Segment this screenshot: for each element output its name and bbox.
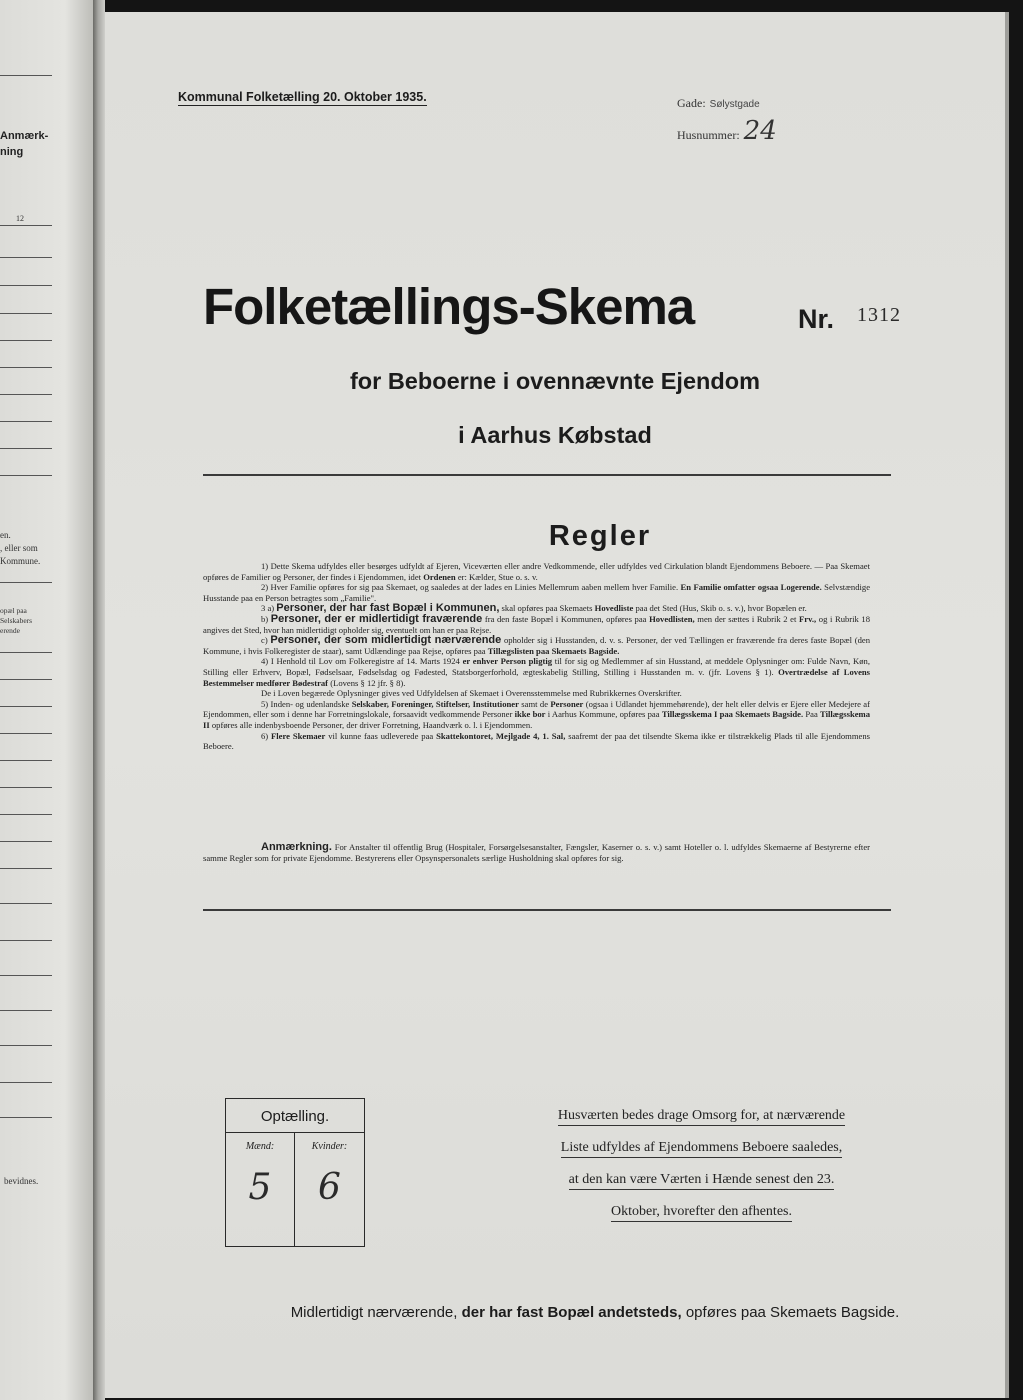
footer-text: opføres paa Skemaets Bagside.: [685, 1304, 900, 1321]
remark-heading: Anmærkning.: [261, 841, 332, 853]
remark-text: For Anstalter til offentlig Brug (Hospitaler, Forsørgelsesanstalter, Fængsler, Kaserner o. s. v.) samt Hoteller o. l. udfyldes Skemaerne af Bestyrerne efter samme Regler som for private Ejendomme. Bestyrerens eller Opsynspersonalets særlige Husholdning skal opføres for sig.: [203, 842, 870, 863]
count-box-title: Optælling.: [226, 1099, 364, 1133]
men-label: Mænd:: [245, 1141, 275, 1152]
ruled-line: [0, 1010, 52, 1011]
ruled-line: [0, 582, 52, 583]
ruled-line: [0, 679, 52, 680]
ruled-line: [0, 1082, 52, 1083]
landlord-instructions: [529, 1100, 874, 1228]
women-count: 6: [318, 1167, 341, 1208]
ruled-line: [0, 814, 52, 815]
rule-3a: 3 a) Personer, der har fast Bopæl i Kommunen, skal opføres paa Skemaets Hovedliste paa det Sted (Hus, Skib o. s. v.), hvor Bopælen er.: [261, 602, 807, 615]
landlord-line: Husværten bedes drage Omsorg for, at nærværende: [558, 1107, 845, 1126]
ruled-line: [0, 787, 52, 788]
text-fragment: en. , eller som Kommune.: [0, 530, 41, 566]
remark-note: [203, 842, 870, 864]
ruled-line: [0, 940, 52, 941]
census-title: Kommunal Folketælling 20. Oktober 1935.: [178, 90, 427, 104]
subtitle-residents: for Beboerne i ovennævnte Ejendom: [349, 368, 760, 394]
ruled-line: [0, 394, 52, 395]
divider: [203, 909, 891, 911]
census-form-page: [105, 12, 1005, 1398]
landlord-line: Oktober, hvorefter den afhentes.: [611, 1203, 792, 1222]
ruled-line: [0, 448, 52, 449]
ruled-line: [0, 257, 52, 258]
ruled-line: [0, 367, 52, 368]
rule-3b: b) Personer, der er midlertidigt fraværende fra den faste Bopæl i Kommunen, opføres paa Hovedlisten, men der sættes i Rubrik 2 et Frv., og i Rubrik 18 angives det Sted, hvor han midlertidigt opholder sig, eventuelt om han er paa Rejse.: [203, 612, 871, 635]
street-label: Gade:: [677, 96, 706, 110]
rules-heading: Regler: [548, 520, 652, 552]
rule-4: 4) I Henhold til Lov om Folkeregistre af 14. Marts 1924 er enhver Person pligtig til for sig og Medlemmer af sin Husstand, at meddele Oplysninger om: Fulde Navn, Køn, Stilling eller Erhverv, Bopæl, Fødselsaar, Fødselsdag og Fødested, Statsborgerforhold, ægteskabelig Stilling, Stilling i Husstanden m. v. (jfr. Lovens § 1). Overtrædelse af Lovens Bestemmelser medfører Bødestraf (Lovens § 12 jfr. § 8).: [203, 656, 871, 688]
previous-page-strip: [0, 0, 93, 1400]
divider: [203, 474, 891, 476]
remarks-heading: Anmærk- ning: [0, 130, 49, 158]
street-field: [677, 94, 760, 112]
house-number-label: Husnummer:: [677, 128, 740, 142]
form-number-value: 1312: [857, 304, 901, 326]
form-number-label: Nr.: [798, 304, 835, 334]
men-column: [226, 1133, 295, 1246]
rule-4b: De i Loven begærede Oplysninger gives ved Udfyldelsen af Skemaet i Overensstemmelse med Rubrikkernes Overskrifter.: [261, 688, 682, 699]
men-count: 5: [248, 1167, 272, 1208]
ruled-line: [0, 841, 52, 842]
footer-bold-text: der har fast Bopæl andetsteds,: [461, 1304, 682, 1321]
book-gutter: [93, 0, 105, 1400]
count-box: [225, 1098, 365, 1247]
rule-3c: c) Personer, der som midlertidigt nærværende opholder sig i Husstanden, d. v. s. Personer, der ved Tællingen er fraværende fra deres faste Bopæl (den Kommune, i hvis Folkeregister de staar), samt Udlændinge paa Rejse, opføres paa Tillægslisten paa Skemaets Bagside.: [203, 634, 870, 656]
rule-6: 6) Flere Skemaer vil kunne faas udleverede paa Skattekontoret, Mejlgade 4, 1. Sal, saafremt der paa det tilsendte Skema ikke er tilstrækkelig Plads til alle Ejendommens Beboere.: [203, 730, 870, 752]
divider: [0, 225, 52, 226]
ruled-line: [0, 903, 52, 904]
women-column: [295, 1133, 364, 1246]
women-label: Kvinder:: [311, 1141, 348, 1152]
ruled-line: [0, 733, 52, 734]
ruled-line: [0, 421, 52, 422]
footer-note: [105, 1304, 1005, 1321]
ruled-line: [0, 1045, 52, 1046]
form-title: Folketællings-Skema: [203, 278, 695, 335]
ruled-line: [0, 868, 52, 869]
ruled-line: [0, 760, 52, 761]
ruled-line: [0, 652, 52, 653]
ruled-line: [0, 313, 52, 314]
ruled-line: [0, 475, 52, 476]
column-number: 12: [16, 214, 24, 223]
footer-text: Midlertidigt nærværende,: [290, 1304, 458, 1321]
rule-5: 5) Inden- og udenlandske Selskaber, Foreninger, Stiftelser, Institutioner samt de Personer (ogsaa i Udlandet hjemmehørende), der helt eller delvis er Ejere eller Medejere af Ejendommen, eller som i denne har Forretningslokale, forsaavidt vedkommende Personer ikke bor i Aarhus Kommune, opføres paa Tillægsskema I paa Skemaets Bagside. Paa Tillægsskema II opføres alle indenbysboende Personer, der driver Forretning, Haandværk o. l. i Ejendommen.: [203, 698, 871, 730]
text-fragment: bevidnes.: [4, 1176, 39, 1186]
page-edge: [1005, 12, 1009, 1398]
ruled-line: [0, 285, 52, 286]
text-fragment: opæl paa Selskabers erende: [0, 606, 33, 635]
ruled-line: [0, 1117, 52, 1118]
divider: [0, 75, 52, 76]
rules-text: [203, 561, 870, 752]
landlord-line: Liste udfyldes af Ejendommens Beboere saaledes,: [561, 1139, 842, 1158]
subtitle-town: i Aarhus Købstad: [458, 422, 652, 448]
ruled-line: [0, 706, 52, 707]
rule-2: 2) Hver Familie opføres for sig paa Skemaet, og saaledes at der lades en Linies Mellemrum aaben mellem hver Familie. En Familie omfatter ogsaa Logerende. Selvstændige Husstande paa en Person betragtes som „Familie".: [203, 582, 871, 603]
house-number-value: 24: [743, 116, 777, 146]
street-value: Sølystgade: [709, 99, 760, 110]
ruled-line: [0, 340, 52, 341]
rule-1: 1) Dette Skema udfyldes eller besørges udfyldt af Ejeren, Viceværten eller andre Vedkommende, eller udfyldes ved Cirkulation blandt Ejendommens Beboere. — Paa Skemaet opføres de Familier og Personer, der findes i Ejendommen, idet Ordenen er: Kælder, Stue o. s. v.: [203, 561, 870, 582]
landlord-line: at den kan være Værten i Hænde senest den 23.: [569, 1171, 835, 1190]
house-number-field: [677, 116, 777, 146]
ruled-line: [0, 975, 52, 976]
